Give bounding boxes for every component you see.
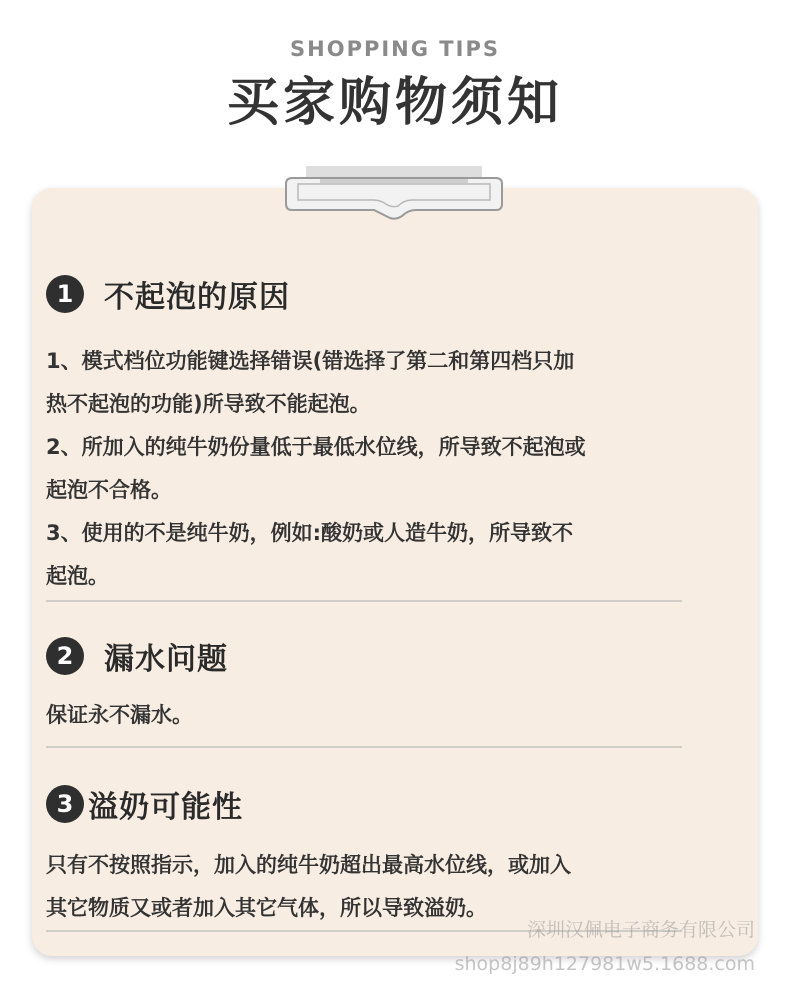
text-line: 只有不按照指示，加入的纯牛奶超出最高水位线，或加入: [46, 853, 571, 877]
number-badge-3: 3: [46, 785, 84, 823]
section-3: [46, 782, 686, 930]
text-line: 保证永不漏水。: [46, 703, 193, 727]
divider: [46, 746, 682, 748]
number-badge-2: 2: [46, 637, 84, 675]
text-line: 其它物质又或者加入其它气体，所以导致溢奶。: [46, 896, 487, 920]
text-line: 起泡不合格。: [46, 478, 172, 502]
section-1: [46, 272, 686, 598]
text-line: 1、模式档位功能键选择错误(错选择了第二和第四档只加: [46, 349, 575, 373]
section-2-title: 漏水问题: [104, 642, 228, 677]
page-title: 买家购物须知: [226, 73, 563, 133]
section-1-header: [46, 272, 686, 316]
section-2-header: [46, 634, 686, 678]
text-line: 热不起泡的功能)所导致不能起泡。: [46, 392, 371, 416]
section-3-header: [46, 782, 686, 826]
divider: [46, 600, 682, 602]
clipboard-clip-icon: [282, 170, 506, 222]
section-2-text: [46, 694, 686, 737]
text-line: 3、使用的不是纯牛奶，例如:酸奶或人造牛奶，所导致不: [46, 521, 574, 545]
section-1-text: [46, 340, 686, 598]
text-line: 2、所加入的纯牛奶份量低于最低水位线，所导致不起泡或: [46, 435, 586, 459]
page-header: [0, 34, 790, 138]
section-3-title: 溢奶可能性: [88, 790, 243, 825]
text-line: 起泡。: [46, 564, 109, 588]
watermark-company: 深圳汉佩电子商务有限公司: [526, 919, 755, 941]
watermark-url: shop8j89h127981w5.1688.com: [454, 953, 755, 975]
section-2: [46, 634, 686, 737]
section-1-title: 不起泡的原因: [104, 280, 290, 315]
page-subtitle: SHOPPING TIPS: [290, 37, 500, 61]
number-badge-1: 1: [46, 275, 84, 313]
